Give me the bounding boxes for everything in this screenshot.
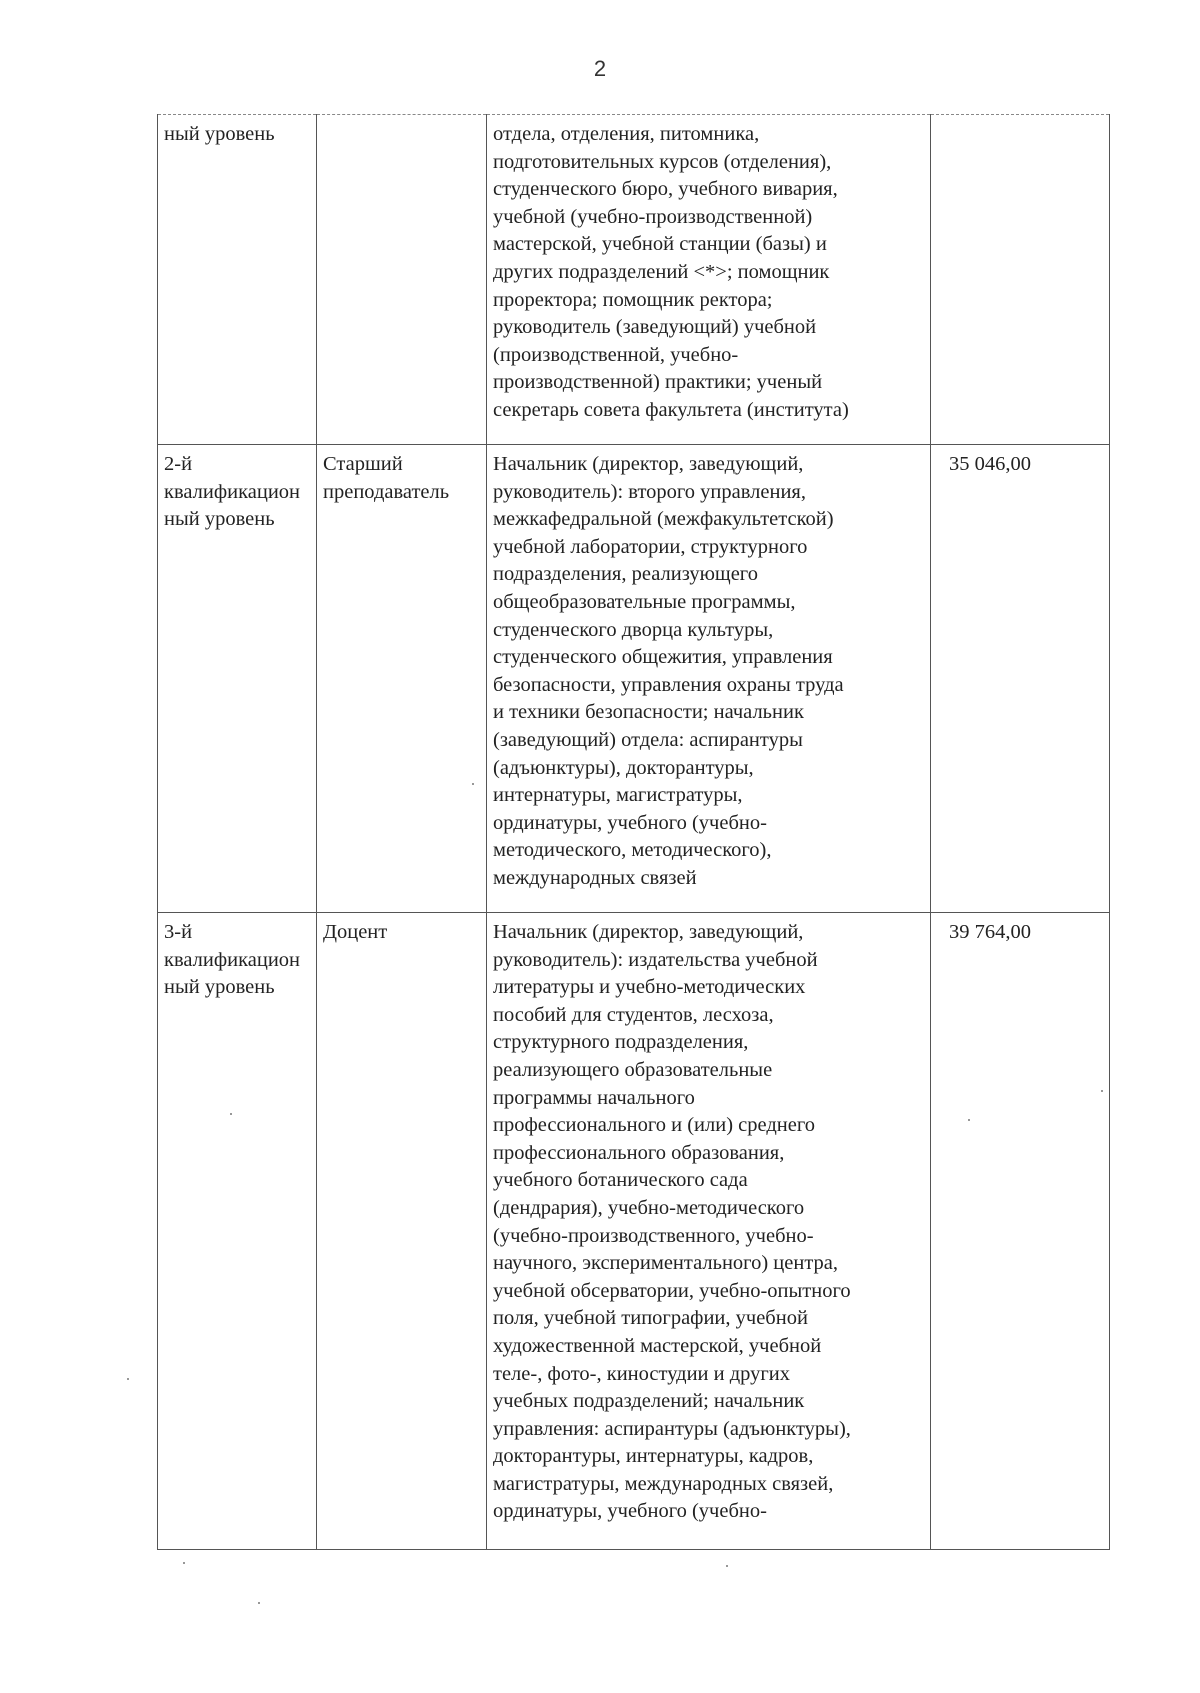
text-line: руководитель): второго управления, — [493, 480, 806, 503]
text-line: мастерской, учебной станции (базы) и — [493, 233, 827, 256]
text-line: подготовительных курсов (отделения), — [493, 150, 832, 173]
page-number: 2 — [593, 56, 607, 81]
text-line: преподаватель — [323, 480, 450, 503]
text-line: докторантуры, интернатуры, кадров, — [493, 1445, 814, 1468]
qualification-level-cell — [158, 115, 317, 445]
text-line: ный уровень — [164, 123, 275, 145]
text-line: поля, учебной типографии, учебной — [493, 1307, 808, 1330]
scan-speck — [127, 1378, 129, 1380]
salary-cell — [931, 445, 1110, 913]
text-line: (производственной, учебно- — [493, 343, 739, 366]
duties-cell — [487, 445, 931, 913]
text-line: безопасности, управления охраны труда — [493, 673, 844, 696]
text-line: студенческого бюро, учебного вивария, — [493, 178, 838, 201]
salary-value: 39 764,00 — [949, 921, 1031, 943]
scan-speck — [1101, 1090, 1103, 1092]
position-cell — [317, 913, 487, 1550]
scan-speck — [472, 783, 474, 785]
salary-table — [157, 114, 1110, 1550]
duties-cell — [487, 115, 931, 445]
text-line: теле-, фото-, киностудии и других — [493, 1362, 791, 1385]
text-line: 2-й — [164, 453, 193, 475]
text-line: программы начального — [493, 1086, 695, 1109]
table-row — [158, 115, 1110, 445]
text-line: ный уровень — [164, 508, 275, 531]
text-line: ный уровень — [164, 976, 275, 999]
scan-speck — [258, 1602, 260, 1604]
text-line: других подразделений <*>; помощник — [493, 260, 830, 283]
text-line: Доцент — [323, 921, 388, 943]
qualification-level-cell — [158, 445, 317, 913]
scan-speck — [726, 1565, 728, 1567]
text-line: производственной) практики; ученый — [493, 371, 823, 394]
table-row — [158, 445, 1110, 913]
text-line: студенческого дворца культуры, — [493, 618, 774, 641]
text-line: и техники безопасности; начальник — [493, 701, 804, 724]
text-line: подразделения, реализующего — [493, 563, 758, 586]
table-row — [158, 913, 1110, 1550]
text-line: (заведующий) отдела: аспирантуры — [493, 728, 803, 751]
text-line: студенческого общежития, управления — [493, 646, 833, 669]
text-line: научного, экспериментального) центра, — [493, 1252, 838, 1275]
text-line: структурного подразделения, — [493, 1031, 749, 1054]
text-line: проректора; помощник ректора; — [493, 288, 773, 311]
text-line: 3-й — [164, 921, 193, 943]
text-line: учебной лаборатории, структурного — [493, 535, 808, 558]
text-line: интернатуры, магистратуры, — [493, 784, 743, 807]
text-line: учебной обсерватории, учебно-опытного — [493, 1279, 851, 1302]
salary-cell — [931, 115, 1110, 445]
text-line: ординатуры, учебного (учебно- — [493, 1500, 767, 1523]
text-line: межкафедральной (межфакультетской) — [493, 508, 834, 531]
text-line: Начальник (директор, заведующий, — [493, 921, 804, 943]
text-line: управления: аспирантуры (адъюнктуры), — [493, 1417, 851, 1440]
text-line: квалификацион — [164, 480, 301, 503]
text-line: руководитель): издательства учебной — [493, 948, 818, 971]
text-line: учебного ботанического сада — [493, 1169, 748, 1192]
text-line: Старший — [323, 453, 403, 475]
scan-speck — [968, 1119, 970, 1121]
text-line: магистратуры, международных связей, — [493, 1472, 834, 1495]
text-line: (дендрария), учебно-методического — [493, 1196, 805, 1219]
text-line: руководитель (заведующий) учебной — [493, 316, 817, 339]
text-line: секретарь совета факультета (института) — [493, 398, 849, 421]
text-line: Начальник (директор, заведующий, — [493, 453, 804, 475]
text-line: художественной мастерской, учебной — [493, 1334, 822, 1357]
text-line: литературы и учебно-методических — [493, 976, 806, 999]
text-line: отдела, отделения, питомника, — [493, 123, 760, 145]
text-line: профессионального образования, — [493, 1141, 785, 1164]
text-line: квалификацион — [164, 948, 301, 971]
salary-cell — [931, 913, 1110, 1550]
text-line: (адъюнктуры), докторантуры, — [493, 756, 754, 779]
text-line: учебной (учебно-производственной) — [493, 205, 813, 228]
scan-speck — [183, 1562, 185, 1564]
text-line: общеобразовательные программы, — [493, 590, 796, 613]
text-line: учебных подразделений; начальник — [493, 1390, 805, 1413]
qualification-level-cell — [158, 913, 317, 1550]
text-line: ординатуры, учебного (учебно- — [493, 811, 767, 834]
text-line: (учебно-производственного, учебно- — [493, 1224, 814, 1247]
text-line: методического, методического), — [493, 839, 772, 862]
salary-value: 35 046,00 — [949, 453, 1031, 475]
position-cell — [317, 445, 487, 913]
text-line: международных связей — [493, 866, 697, 889]
position-cell — [317, 115, 487, 445]
text-line: реализующего образовательные — [493, 1058, 773, 1081]
duties-cell — [487, 913, 931, 1550]
text-line: профессионального и (или) среднего — [493, 1114, 815, 1137]
scan-speck — [230, 1113, 232, 1115]
text-line: пособий для студентов, лесхоза, — [493, 1003, 774, 1026]
